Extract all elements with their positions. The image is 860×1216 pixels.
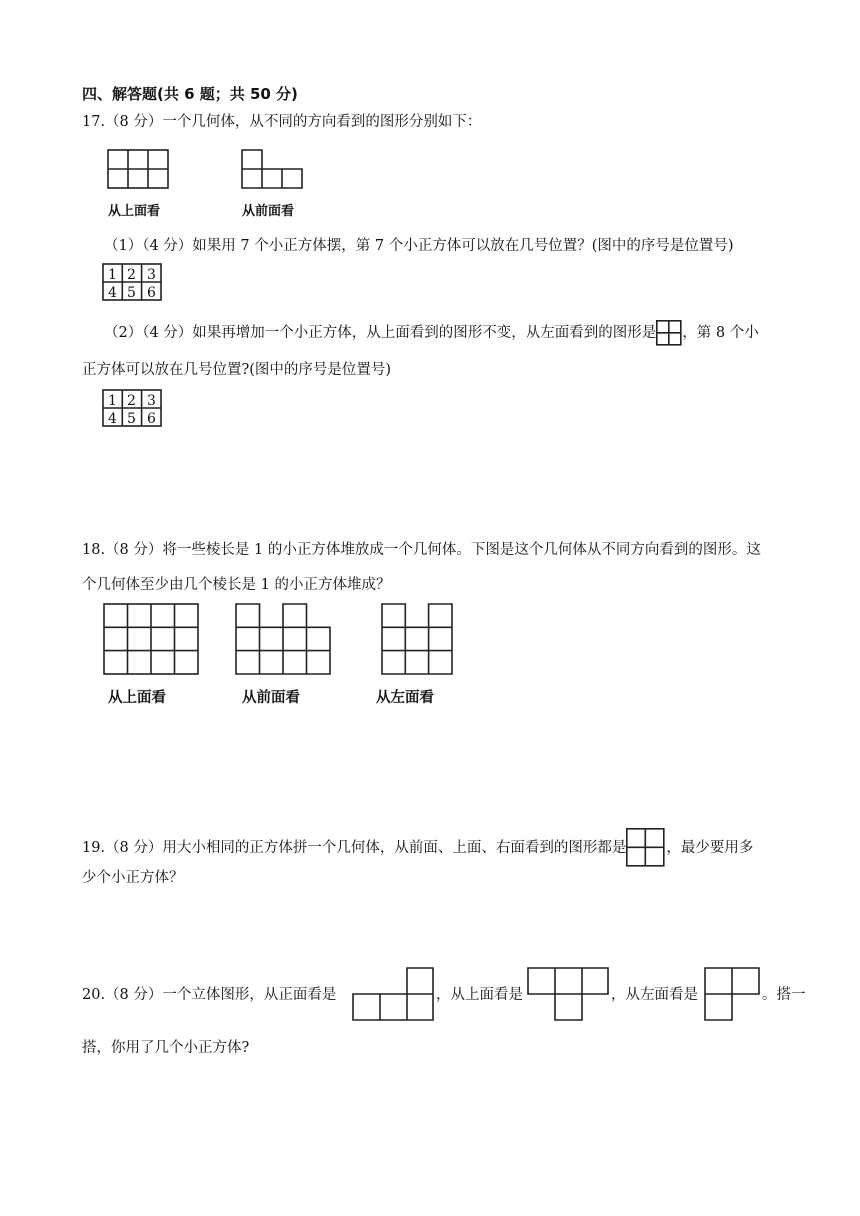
q17-sub2-cont: 正方体可以放在几号位置?(图中的序号是位置号)	[82, 362, 392, 378]
q17-sub1: （1）（4 分）如果用 7 个小正方体摆，第 7 个小正方体可以放在几号位置？(图中的序号是位置号)	[104, 238, 734, 254]
grid-number: 5	[127, 285, 136, 301]
q17-top-view-figure	[108, 150, 170, 190]
q19-stem-line1	[82, 828, 753, 868]
section-title: 四、解答题(共 6 题；共 50 分)	[82, 85, 298, 103]
grid-number: 2	[127, 267, 136, 283]
q18-front-view-figure	[236, 604, 332, 676]
q17-front-view-figure	[242, 150, 304, 190]
q19-stem-line2: 少个小正方体？	[82, 870, 184, 886]
q20-stem-d: 。搭一	[762, 987, 806, 1003]
grid-number: 3	[147, 393, 156, 409]
q19-text-b: ，最少要用多	[666, 840, 754, 856]
q20-top-view-figure	[528, 968, 610, 1022]
grid-number: 2	[127, 393, 136, 409]
q17-sub2-text-a: （2）（4 分）如果再增加一个小正方体，从上面看到的图形不变，从左面看到的图形是	[104, 325, 657, 341]
q17-position-grid-1	[103, 264, 163, 302]
grid-number: 6	[147, 411, 156, 427]
q18-top-view-label: 从上面看	[108, 690, 166, 706]
q17-sub2	[104, 320, 759, 346]
q17-stem: 17.（8 分）一个几何体，从不同的方向看到的图形分别如下：	[82, 114, 482, 130]
q18-stem-line2: 个几何体至少由几个棱长是 1 的小正方体堆成？	[82, 577, 391, 593]
q20-stem-a: 20.（8 分）一个立体图形，从正面看是	[82, 987, 337, 1003]
q18-top-view-figure	[104, 604, 200, 676]
q17-top-view-label: 从上面看	[108, 204, 161, 219]
grid-number: 4	[108, 411, 117, 427]
grid-number: 5	[127, 411, 136, 427]
q20-stem-e: 搭，你用了几个小正方体?	[82, 1040, 250, 1056]
q17-front-view-label: 从前面看	[242, 204, 295, 219]
q18-left-view-figure	[382, 604, 454, 676]
q17-left-view-icon	[656, 320, 682, 346]
q20-front-view-figure	[353, 968, 435, 1022]
grid-number: 6	[147, 285, 156, 301]
grid-number: 1	[108, 393, 117, 409]
q17-position-grid-2	[103, 390, 163, 428]
q20-stem-b: ，从上面看是	[436, 987, 523, 1003]
q17-sub2-text-b: ，第 8 个小	[682, 325, 759, 341]
q18-stem-line1: 18.（8 分）将一些棱长是 1 的小正方体堆放成一个几何体。下图是这个几何体从不同方向看到的图形。这	[82, 542, 761, 558]
grid-number: 4	[108, 285, 117, 301]
q19-text-a: 19.（8 分）用大小相同的正方体拼一个几何体，从前面、上面、右面看到的图形都是	[82, 840, 627, 856]
q18-front-view-label: 从前面看	[242, 690, 300, 706]
q19-view-icon	[626, 828, 666, 868]
q18-left-view-label: 从左面看	[376, 690, 434, 706]
q20-stem-c: ，从左面看是	[611, 987, 698, 1003]
q20-left-view-figure	[705, 968, 761, 1022]
grid-number: 1	[108, 267, 117, 283]
grid-number: 3	[147, 267, 156, 283]
